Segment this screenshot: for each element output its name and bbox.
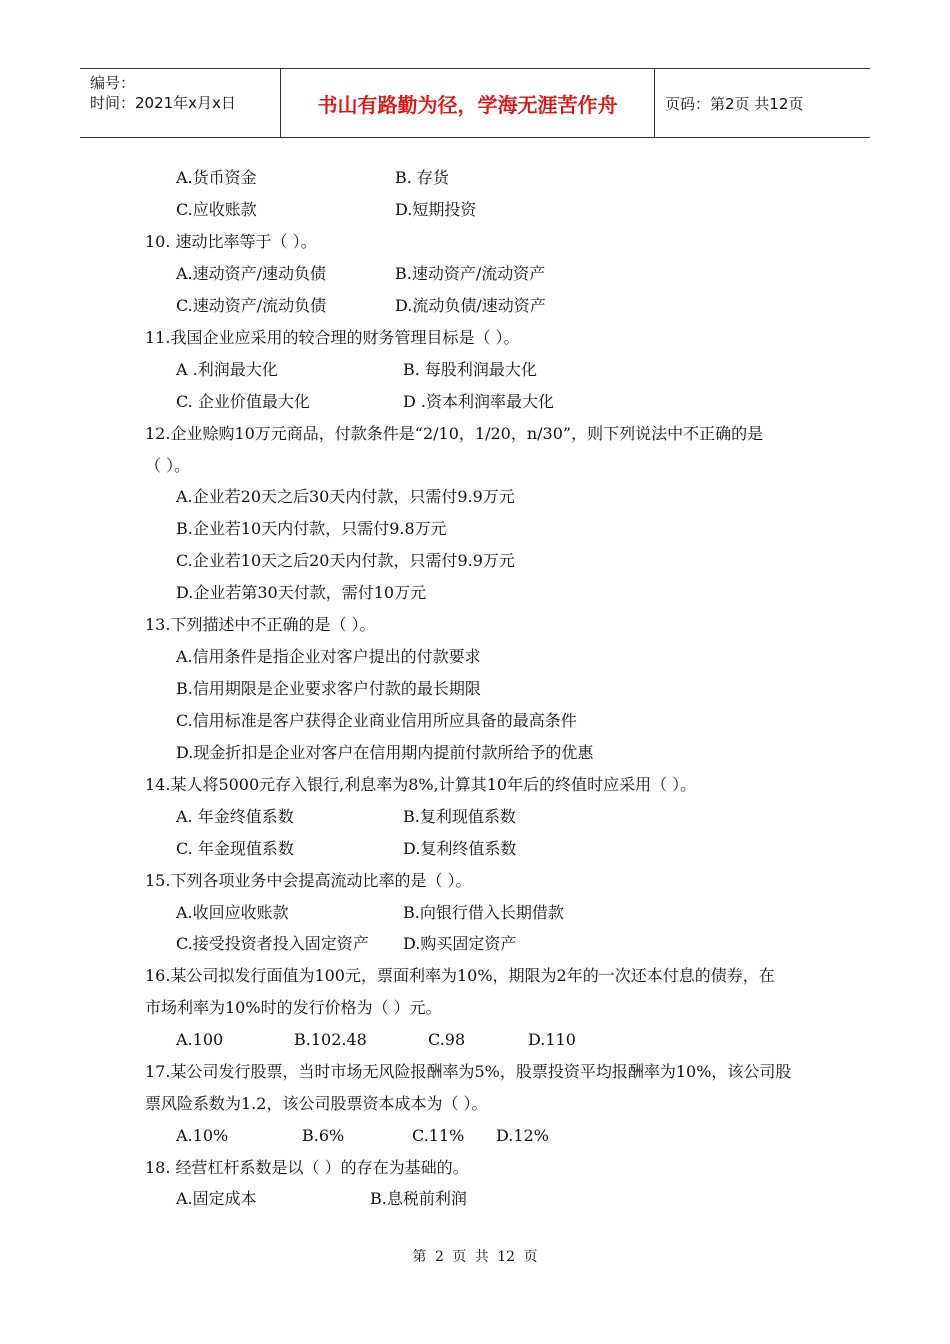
serial-number-label: 编号：: [90, 74, 136, 92]
text-line: B.复利现值系数: [403, 807, 516, 826]
footer-part: 页: [452, 1249, 467, 1265]
text-line: （ ）。: [145, 456, 191, 475]
text-line: D.企业若第30天付款，需付10万元: [176, 583, 427, 602]
text-line: 12.企业赊购10万元商品，付款条件是“2/10，1/20，n/30”，则下列说法中不正确的是: [145, 424, 764, 443]
header-left-cell: [80, 69, 280, 137]
text-line: D.复利终值系数: [403, 839, 517, 858]
text-line: A.企业若20天之后30天内付款，只需付9.9万元: [176, 487, 515, 506]
text-line: 10. 速动比率等于（ ）。: [145, 232, 317, 251]
text-line: A .利润最大化: [176, 360, 278, 379]
header-motto: 书山有路勤为径，学海无涯苦作舟: [280, 69, 655, 137]
text-line: A. 年金终值系数: [176, 807, 294, 826]
text-line: B.信用期限是企业要求客户付款的最长期限: [176, 679, 481, 698]
page-header: [80, 68, 870, 138]
header-page-indicator: 页码：第2页 共12页: [665, 94, 804, 113]
text-line: A.10%: [176, 1126, 229, 1145]
text-line: C. 企业价值最大化: [176, 392, 310, 411]
text-line: 15.下列各项业务中会提高流动比率的是（ ）。: [145, 871, 472, 890]
footer-total-pages: 12: [497, 1249, 516, 1265]
text-line: C.应收账款: [176, 200, 257, 219]
text-line: D.110: [528, 1030, 576, 1049]
text-line: D.12%: [496, 1126, 549, 1145]
text-line: C.98: [428, 1030, 466, 1049]
text-line: D .资本利润率最大化: [403, 392, 555, 411]
text-line: C.信用标准是客户获得企业商业信用所应具备的最高条件: [176, 711, 577, 730]
text-line: B.102.48: [294, 1030, 367, 1049]
text-line: C. 年金现值系数: [176, 839, 294, 858]
footer-part: 页: [523, 1249, 538, 1265]
text-line: B. 存货: [395, 168, 449, 187]
footer-part: 共: [474, 1249, 489, 1265]
text-line: B.息税前利润: [370, 1189, 467, 1208]
text-line: 17.某公司发行股票，当时市场无风险报酬率为5%，股票投资平均报酬率为10%，该公司股: [145, 1062, 792, 1081]
page-footer: [0, 1246, 950, 1266]
text-line: B.向银行借入长期借款: [403, 903, 564, 922]
text-line: B.速动资产/流动资产: [395, 264, 546, 283]
text-line: A.速动资产/速动负债: [176, 264, 327, 283]
text-line: A.固定成本: [176, 1189, 257, 1208]
text-line: A.货币资金: [176, 168, 257, 187]
text-line: A.收回应收账款: [176, 903, 289, 922]
text-line: 13.下列描述中不正确的是（ ）。: [145, 615, 376, 634]
text-line: B.企业若10天内付款，只需付9.8万元: [176, 519, 447, 538]
text-line: A.100: [176, 1030, 224, 1049]
text-line: B. 每股利润最大化: [403, 360, 537, 379]
text-line: 16.某公司拟发行面值为100元，票面利率为10%，期限为2年的一次还本付息的债券，在: [145, 966, 775, 985]
text-line: C.接受投资者投入固定资产: [176, 934, 369, 953]
text-line: D.购买固定资产: [403, 934, 517, 953]
footer-part: 第: [412, 1249, 427, 1265]
text-line: B.6%: [302, 1126, 345, 1145]
text-line: 市场利率为10%时的发行价格为（ ）元。: [145, 998, 442, 1017]
text-line: 票风险系数为1.2，该公司股票资本成本为（ ）。: [145, 1094, 488, 1113]
date-text: 时间：2021年x月x日: [90, 94, 236, 112]
text-line: C.速动资产/流动负债: [176, 296, 327, 315]
text-line: 14.某人将5000元存入银行,利息率为8%,计算其10年后的终值时应采用（ ）。: [145, 775, 697, 794]
text-line: C.企业若10天之后20天内付款，只需付9.9万元: [176, 551, 515, 570]
text-line: D.流动负债/速动资产: [395, 296, 546, 315]
text-line: 18. 经营杠杆系数是以（ ）的存在为基础的。: [145, 1158, 469, 1177]
text-line: 11.我国企业应采用的较合理的财务管理目标是（ ）。: [145, 328, 520, 347]
text-line: D.现金折扣是企业对客户在信用期内提前付款所给予的优惠: [176, 743, 594, 762]
footer-current-page: 2: [434, 1249, 444, 1265]
text-line: A.信用条件是指企业对客户提出的付款要求: [176, 647, 481, 666]
text-line: C.11%: [412, 1126, 465, 1145]
text-line: D.短期投资: [395, 200, 477, 219]
